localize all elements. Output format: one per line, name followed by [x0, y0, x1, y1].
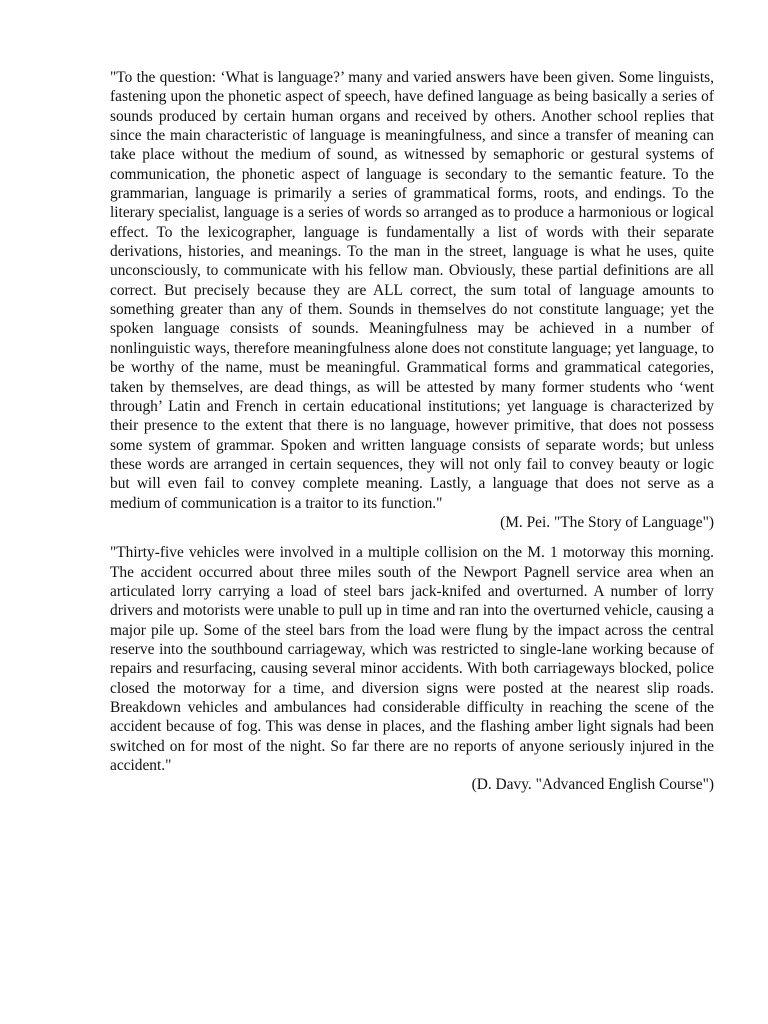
passage-motorway-accident: "Thirty-five vehicles were involved in a multiple collision on the M. 1 motorway this morning. The accident occurred about three miles south of the Newport Pagnell service area when an articulated lorry carrying a load of steel bars jack-knifed and overturned. A number of lorry drivers and motorists were unable to pull up in time and ran into the overturned vehicle, causing a major pile up. Some of the steel bars from the load were flung by the impact across the central reserve into the southbound carriageway, which was restricted to single-lane working because of repairs and resurfacing, causing several minor accidents. With both carriageways blocked, police closed the motorway for a time, and diversion signs were posted at the nearest slip roads. Breakdown vehicles and ambulances had considerable difficulty in reaching the scene of the accident because of fog. This was dense in places, and the flashing amber light signals had been switched on for most of the night. So far there are no reports of anyone seriously injured in the accident." — [110, 544, 714, 775]
attribution-pei: (M. Pei. "The Story of Language") — [500, 513, 714, 531]
document-page — [110, 68, 714, 795]
passage-language-definition: "To the question: ‘What is language?’ many and varied answers have been given. Some linguists, fastening upon the phonetic aspect of speech, have defined language as being basically a series of sounds produced by certain human organs and received by others. Another school replies that since the main characteristic of language is meaningfulness, and since a transfer of meaning can take place without the medium of sound, as witnessed by semaphoric or gestural systems of communication, the phonetic aspect of language is secondary to the semantic feature. To the grammarian, language is primarily a series of grammatical forms, roots, and endings. To the literary specialist, language is a series of words so arranged as to produce a harmonious or logical effect. To the lexicographer, language is fundamentally a list of words with their separate derivations, histories, and meanings. To the man in the street, language is what he uses, quite unconsciously, to communicate with his fellow man. Obviously, these partial definitions are all correct. But precisely because they are ALL correct, the sum total of language amounts to something greater than any of them. Sounds in themselves do not constitute language; yet the spoken language consists of sounds. Meaningfulness may be achieved in a number of nonlinguistic ways, therefore meaningfulness alone does not constitute language; yet language, to be worthy of the name, must be meaningful. Grammatical forms and grammatical categories, taken by themselves, are dead things, as will be attested by many former students who ‘went through’ Latin and French in certain educational institutions; yet language is characterized by their presence to the extent that there is no language, however primitive, that does not possess some system of grammar. Spoken and written language consists of separate words; but unless these words are arranged in certain sequences, they will not only fail to convey beauty or logic but will even fail to convey complete meaning. Lastly, a language that does not serve as a medium of communication is a traitor to its function." — [110, 69, 714, 512]
attribution-davy: (D. Davy. "Advanced English Course") — [471, 776, 714, 794]
passage-spacer — [110, 532, 714, 543]
